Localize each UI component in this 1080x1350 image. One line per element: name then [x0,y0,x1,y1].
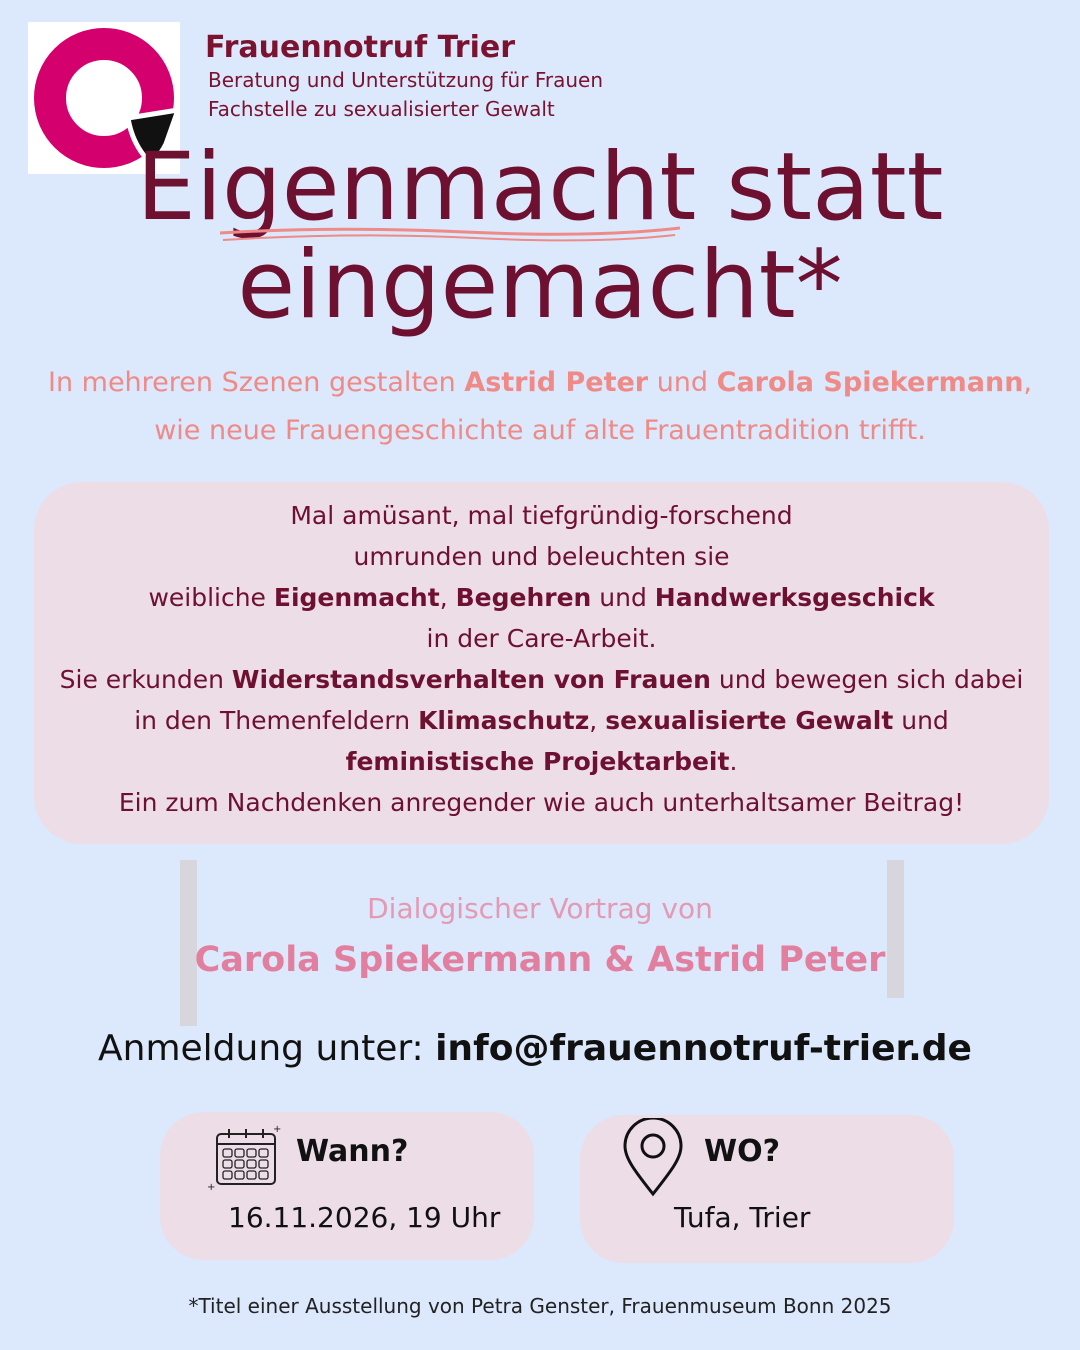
where-value: Tufa, Trier [674,1201,811,1234]
desc-line-5: Sie erkunden Widerstandsverhalten von Frauen und bewegen sich dabei [59,665,1024,694]
intro-text [0,359,1080,455]
when-label: Wann? [296,1134,409,1169]
signup-email-link[interactable]: info@frauennotruf-trier.de [435,1028,972,1069]
desc-line-6: in den Themenfeldern Klimaschutz, sexualisierte Gewalt und [134,706,949,735]
desc-line-7: feministische Projektarbeit. [345,747,738,776]
calendar-icon [207,1124,283,1194]
location-pin-icon [622,1118,684,1198]
description-text [34,495,1049,823]
speaker-names: Carola Spiekermann & Astrid Peter [194,940,886,980]
desc-line-2: umrunden und beleuchten sie [353,542,730,571]
org-tagline-2: Fachstelle zu sexualisierter Gewalt [208,97,555,121]
org-tagline-1: Beratung und Unterstützung für Frauen [208,68,603,92]
signup-label: Anmeldung unter: [98,1028,436,1069]
signup-line [0,1028,1070,1069]
where-label: WO? [704,1134,780,1169]
intro-line-1: In mehreren Szenen gestalten Astrid Peter und Carola Spiekermann, [47,367,1033,398]
dialog-subtitle: Dialogischer Vortrag von [367,892,713,925]
intro-line-2: wie neue Frauengeschichte auf alte Frauentradition trifft. [154,415,926,446]
title-line-2: eingemacht* [237,231,843,340]
desc-line-8: Ein zum Nachdenken anregender wie auch unterhaltsamer Beitrag! [118,788,965,817]
desc-line-4: in der Care-Arbeit. [426,624,657,653]
when-value: 16.11.2026, 19 Uhr [228,1201,501,1234]
footnote: *Titel einer Ausstellung von Petra Genster, Frauenmuseum Bonn 2025 [188,1294,892,1318]
svg-text:+: + [207,1182,216,1193]
desc-line-3: weibliche Eigenmacht, Begehren und Handwerksgeschick [148,583,935,612]
org-name: Frauennotruf Trier [205,30,516,65]
svg-text:+: + [273,1124,282,1135]
desc-line-1: Mal amüsant, mal tiefgründig-forschend [290,501,793,530]
title-line-1: Eigenmacht statt [136,133,944,242]
